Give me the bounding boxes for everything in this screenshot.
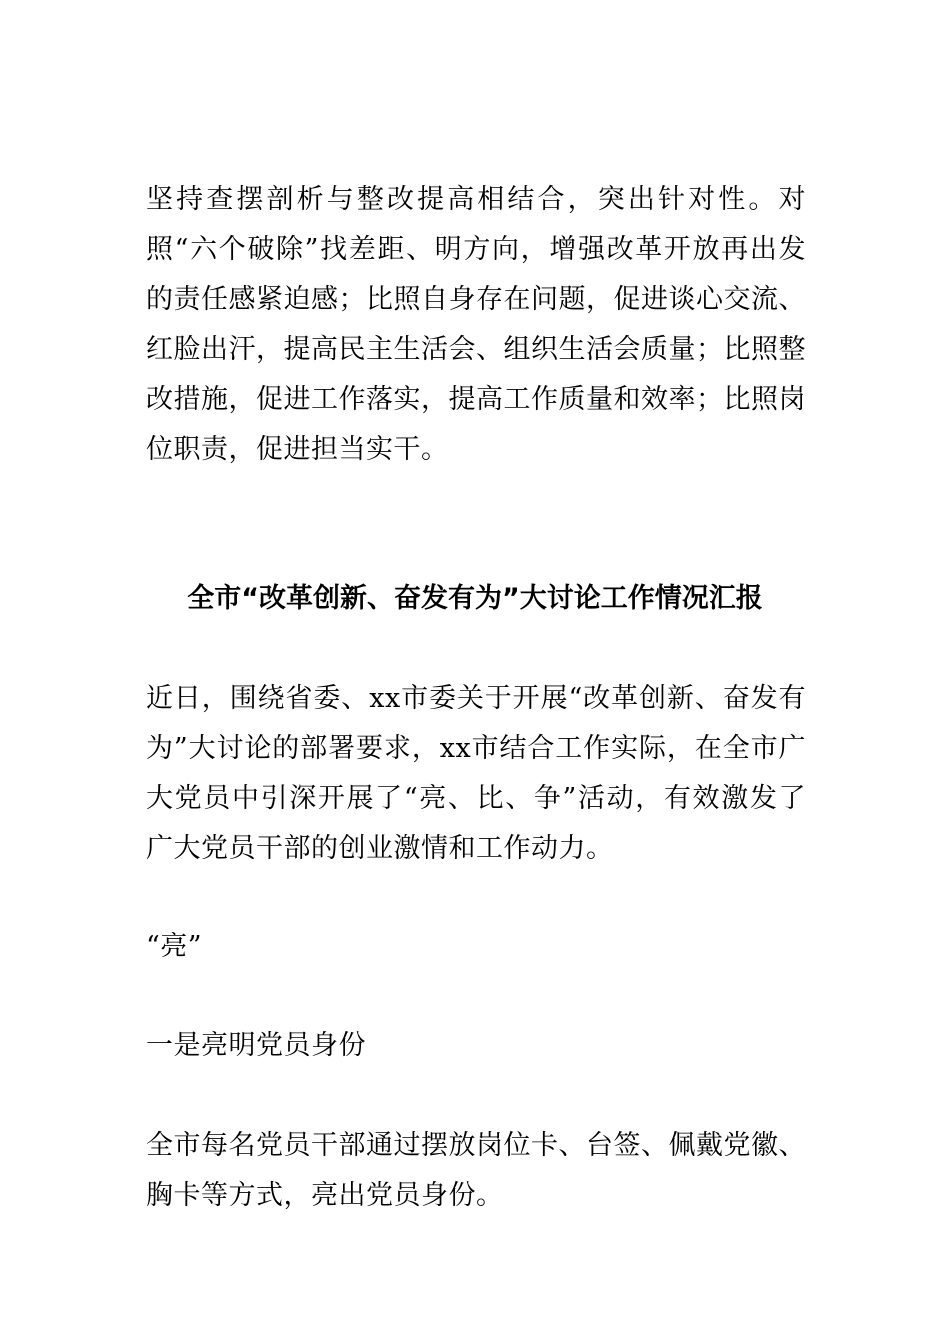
body-paragraph-3: 全市每名党员干部通过摆放岗位卡、台签、佩戴党徽、胸卡等方式，亮出党员身份。: [146, 1130, 806, 1211]
section-heading-liang: “亮”: [146, 931, 203, 962]
subsection-heading-1: 一是亮明党员身份: [146, 1030, 366, 1061]
body-paragraph-1: 坚持查摆剖析与整改提高相结合，突出针对性。对照“六个破除”找差距、明方向，增强改革开放再出发的责任感紧迫感；比照自身存在问题，促进谈心交流、红脸出汗，提高民主生活会、组织生活会质量；比照整改措施，促进工作落实，提高工作质量和效率；比照岗位职责，促进担当实干。: [146, 184, 806, 465]
body-paragraph-2: 近日，围绕省委、xx市委关于开展“改革创新、奋发有为”大讨论的部署要求，xx市结合工作实际，在全市广大党员中引深开展了“亮、比、争”活动，有效激发了广大党员干部的创业激情和工作动力。: [146, 683, 806, 864]
document-title: 全市“改革创新、奋发有为”大讨论工作情况汇报: [187, 583, 763, 614]
